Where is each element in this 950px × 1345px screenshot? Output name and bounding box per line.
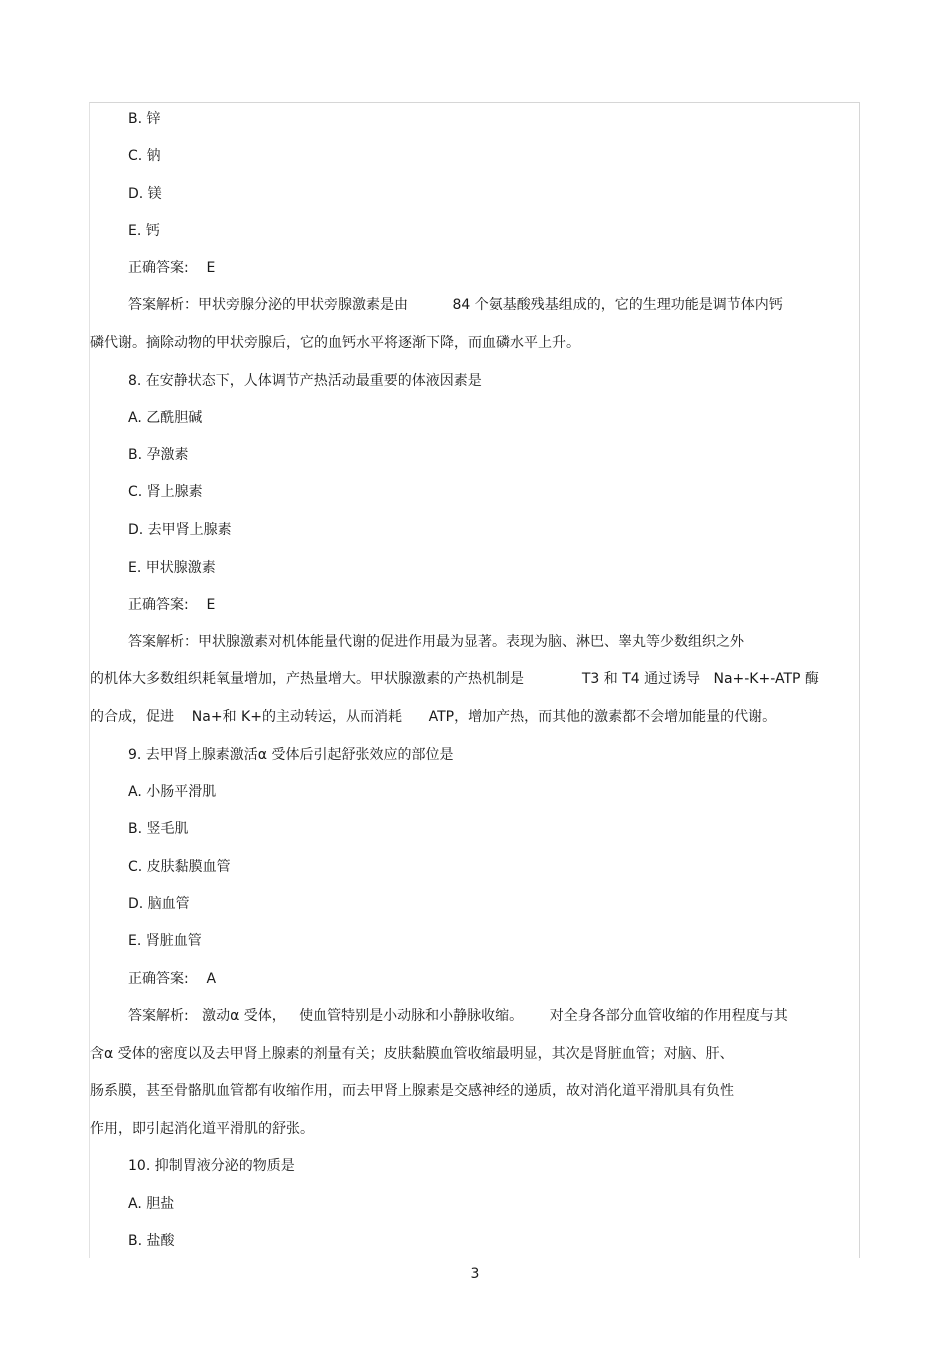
correct-answer: 正确答案: E (128, 597, 216, 613)
answer-explanation: 答案解析: 激动α 受体， 使血管特别是小动脉和小静脉收缩。 对全身各部分血管收缩的作用程度与其 (128, 1008, 788, 1024)
option-d: D. 去甲肾上腺素 (128, 522, 232, 538)
answer-explanation: 答案解析：甲状旁腺分泌的甲状旁腺激素是由 84 个氨基酸残基组成的，它的生理功能是调节体内钙 (128, 297, 783, 313)
option-c: C. 钠 (128, 148, 161, 164)
option-c: C. 皮肤黏膜血管 (128, 859, 231, 875)
answer-explanation-cont: 的合成，促进 Na+和 K+的主动转运，从而消耗 ATP，增加产热，而其他的激素都不会增加能量的代谢。 (90, 709, 777, 725)
option-d: D. 镁 (128, 186, 162, 202)
answer-explanation: 答案解析：甲状腺激素对机体能量代谢的促进作用最为显著。表现为脑、淋巴、睾丸等少数组织之外 (128, 634, 744, 650)
option-d: D. 脑血管 (128, 896, 190, 912)
option-b: B. 竖毛肌 (128, 821, 189, 837)
option-e: E. 钙 (128, 223, 160, 239)
option-a: A. 小肠平滑肌 (128, 784, 217, 800)
option-b: B. 孕激素 (128, 447, 189, 463)
answer-explanation-cont: 磷代谢。摘除动物的甲状旁腺后，它的血钙水平将逐渐下降，而血磷水平上升。 (90, 335, 580, 351)
question-10: 10. 抑制胃液分泌的物质是 (128, 1158, 295, 1174)
page-number: 3 (470, 1266, 480, 1282)
option-c: C. 肾上腺素 (128, 484, 203, 500)
answer-explanation-cont: 含α 受体的密度以及去甲肾上腺素的剂量有关；皮肤黏膜血管收缩最明显，其次是肾脏血管；对脑、肝、 (90, 1046, 734, 1062)
option-e: E. 肾脏血管 (128, 933, 202, 949)
correct-answer: 正确答案: A (128, 971, 217, 987)
option-b: B. 锌 (128, 111, 161, 127)
answer-explanation-cont: 作用，即引起消化道平滑肌的舒张。 (90, 1121, 314, 1137)
correct-answer: 正确答案: E (128, 260, 216, 276)
question-8: 8. 在安静状态下，人体调节产热活动最重要的体液因素是 (128, 373, 482, 389)
option-b: B. 盐酸 (128, 1233, 175, 1249)
option-e: E. 甲状腺激素 (128, 560, 216, 576)
answer-explanation-cont: 的机体大多数组织耗氧量增加，产热量增大。甲状腺激素的产热机制是 T3 和 T4 通过诱导 Na+-K+-ATP 酶 (90, 671, 819, 687)
question-9: 9. 去甲肾上腺素激活α 受体后引起舒张效应的部位是 (128, 747, 454, 763)
option-a: A. 胆盐 (128, 1196, 175, 1212)
option-a: A. 乙酰胆碱 (128, 410, 203, 426)
answer-explanation-cont: 肠系膜，甚至骨骼肌血管都有收缩作用，而去甲肾上腺素是交感神经的递质，故对消化道平滑肌具有负性 (90, 1083, 734, 1099)
